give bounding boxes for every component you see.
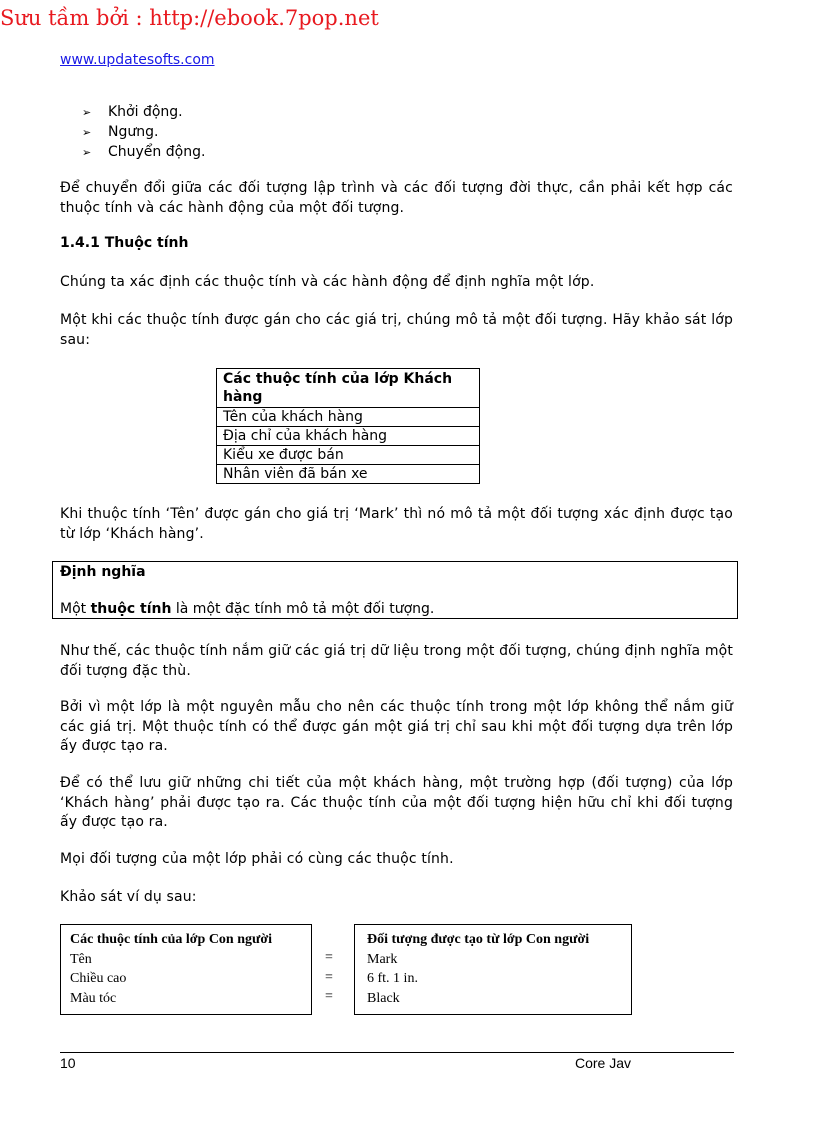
definition-term: thuộc tính xyxy=(90,601,172,617)
list-item xyxy=(82,122,205,142)
paragraph-1: Để chuyển đổi giữa các đối tượng lập trình và các đối tượng đời thực, cần phải kết hợp các thuộc tính và các hành động của một đối tượng. xyxy=(60,180,733,216)
paragraph-9: Khảo sát ví dụ sau: xyxy=(60,889,197,905)
paragraph-4: Khi thuộc tính ‘Tên’ được gán cho giá trị ‘Mark’ thì nó mô tả một đối tượng xác định được tạo từ lớp ‘Khách hàng’. xyxy=(60,506,733,542)
paragraph-7: Để có thể lưu giữ những chi tiết của một khách hàng, một trường hợp (đối tượng) của lớp ‘Khách hàng’ phải được tạo ra. Các thuộc tính của một đối tượng hiện hữu chỉ khi đối tượng ấy được tạo ra. xyxy=(60,775,733,830)
bullet-text: Khởi động. xyxy=(108,104,183,120)
section-heading: 1.4.1 Thuộc tính xyxy=(60,235,189,251)
attribute-name: Màu tóc xyxy=(70,990,117,1006)
attribute-name: Chiều cao xyxy=(70,971,127,986)
definition-suffix: là một đặc tính mô tả một đối tượng. xyxy=(171,601,435,617)
bullet-text: Ngưng. xyxy=(108,124,159,140)
box-title: Các thuộc tính của lớp Con người xyxy=(70,932,273,947)
bullet-list xyxy=(82,102,205,162)
list-item xyxy=(82,142,205,162)
equals-column xyxy=(325,948,333,1007)
attribute-name: Tên xyxy=(70,951,92,967)
table-row: Nhân viên đã bán xe xyxy=(217,465,480,484)
attribute-value: Mark xyxy=(367,951,398,967)
class-attributes-table xyxy=(216,368,480,484)
paragraph-2: Chúng ta xác định các thuộc tính và các hành động để định nghĩa một lớp. xyxy=(60,274,595,290)
arrow-bullet-icon: ➢ xyxy=(82,106,92,119)
equals-sign: = xyxy=(325,989,333,1004)
paragraph-5: Như thế, các thuộc tính nắm giữ các giá trị dữ liệu trong một đối tượng, chúng định nghĩa một đối tượng đặc thù. xyxy=(60,643,733,679)
table-row: Địa chỉ của khách hàng xyxy=(217,427,480,446)
footer-divider xyxy=(60,1052,734,1053)
table-row: Kiểu xe được bán xyxy=(217,446,480,465)
paragraph-6: Bởi vì một lớp là một nguyên mẫu cho nên các thuộc tính trong một lớp không thể nắm giữ các giá trị. Một thuộc tính có thể được gán một giá trị chỉ sau khi một đối tượng dựa trên lớp ấy được tạo ra. xyxy=(60,699,733,754)
attribute-value: Black xyxy=(367,990,400,1006)
class-attributes-box xyxy=(60,924,312,1015)
box-title: Đối tượng được tạo từ lớp Con người xyxy=(367,932,590,947)
object-values-box xyxy=(354,924,632,1015)
page-number: 10 xyxy=(60,1055,76,1071)
paragraph-3: Một khi các thuộc tính được gán cho các giá trị, chúng mô tả một đối tượng. Hãy khảo sát lớp sau: xyxy=(60,312,733,348)
watermark: Sưu tầm bởi : http://ebook.7pop.net xyxy=(0,6,379,30)
site-link[interactable]: www.updatesofts.com xyxy=(60,52,215,68)
definition-title: Định nghĩa xyxy=(60,564,146,580)
bullet-text: Chuyển động. xyxy=(108,144,206,160)
list-item xyxy=(82,102,205,122)
table-row: Tên của khách hàng xyxy=(217,408,480,427)
paragraph-8: Mọi đối tượng của một lớp phải có cùng các thuộc tính. xyxy=(60,851,454,867)
arrow-bullet-icon: ➢ xyxy=(82,126,92,139)
equals-sign: = xyxy=(325,969,333,985)
attribute-value: 6 ft. 1 in. xyxy=(367,971,418,986)
table-header: Các thuộc tính của lớp Khách hàng xyxy=(217,369,480,408)
arrow-bullet-icon: ➢ xyxy=(82,146,92,159)
definition-prefix: Một xyxy=(60,601,91,617)
footer-title: Core Jav xyxy=(575,1055,632,1071)
equals-sign: = xyxy=(325,950,333,965)
definition-text xyxy=(60,601,434,617)
